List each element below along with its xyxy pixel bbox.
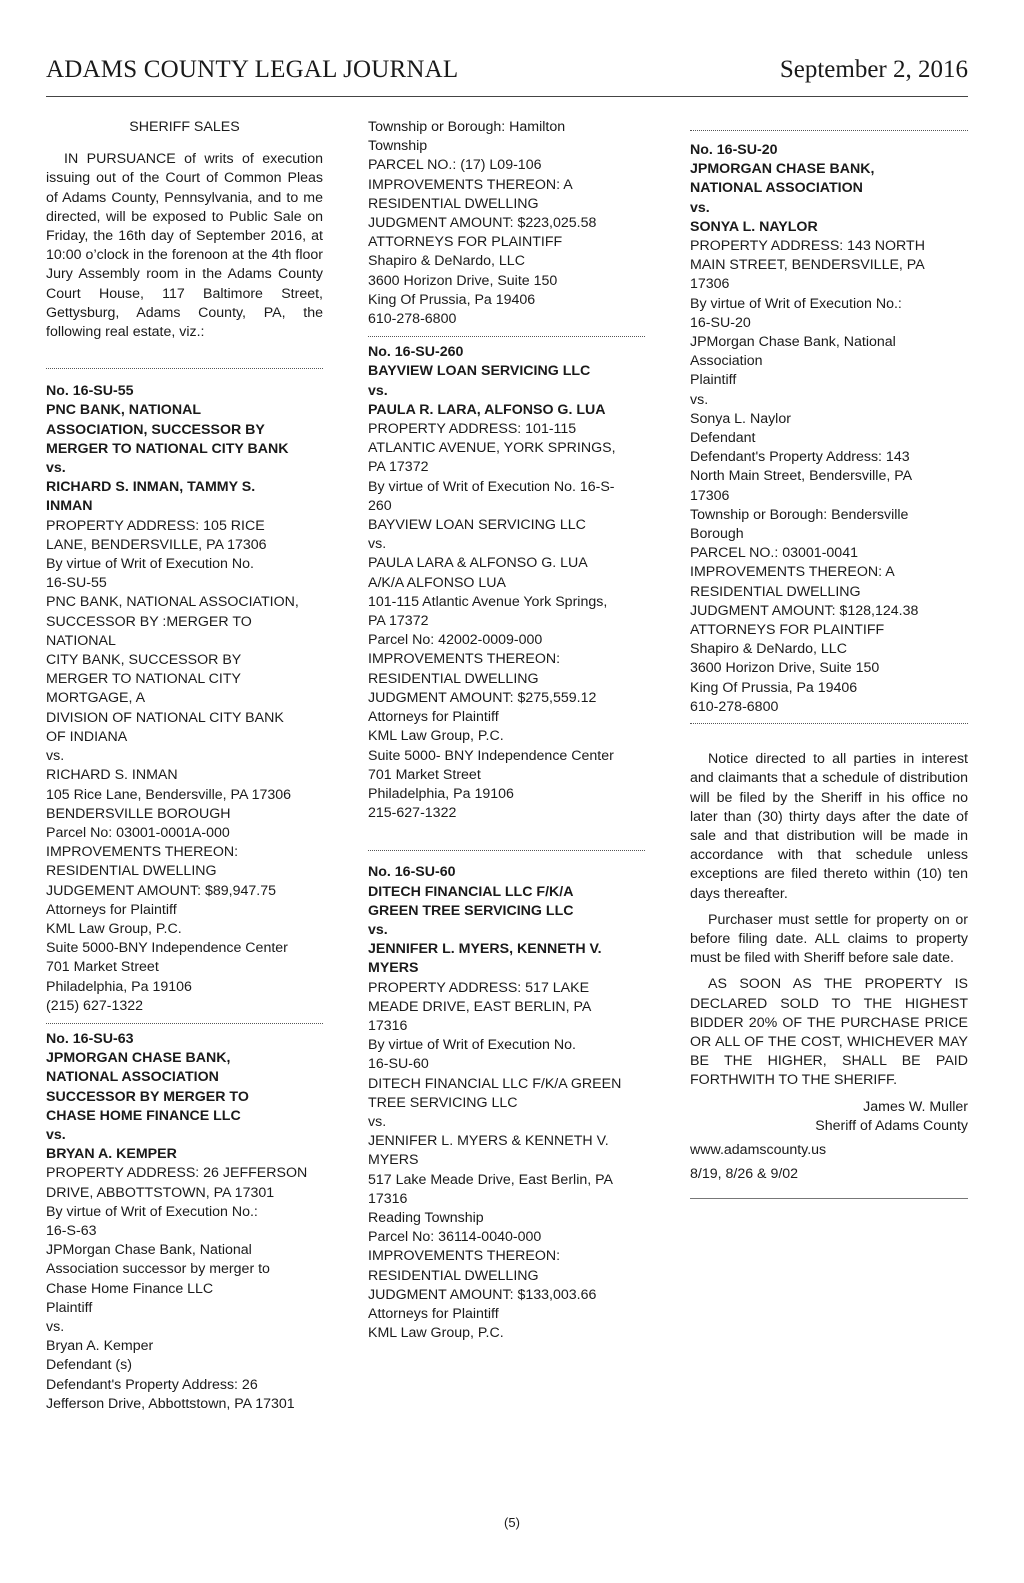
end-rule	[690, 1198, 968, 1199]
text-line: JENNIFER L. MYERS, KENNETH V.	[368, 941, 602, 958]
text-line: King Of Prussia, Pa 19406	[690, 679, 858, 696]
text-line: RESIDENTIAL DWELLING	[368, 670, 539, 687]
text-line: PROPERTY ADDRESS: 101-115	[368, 421, 577, 438]
case-number: No. 16-SU-60	[368, 864, 456, 881]
text-line: DRIVE, ABBOTTSTOWN, PA 17301	[46, 1184, 275, 1201]
plaintiff-name	[368, 362, 645, 381]
text-line: By virtue of Writ of Execution No.:	[46, 1203, 258, 1220]
text-line: 17316	[368, 1017, 408, 1034]
text-line: LANE, BENDERSVILLE, PA 17306	[46, 536, 267, 553]
text-line: MERGER TO NATIONAL CITY	[46, 671, 241, 688]
text-line: INMAN	[46, 498, 93, 515]
text-line: vs.	[368, 536, 387, 553]
text-line: Philadelphia, Pa 19106	[46, 978, 192, 995]
intro-paragraph: IN PURSUANCE of writs of execution issuing out of the Court of Common Pleas of Adams County, Pennsylvania, and to me directed, will be exposed to Public Sale on Friday, the 16th day of September 2016, at 10:00 o’clock in the forenoon at the 4th floor Jury Assembly room in the Adams County Court House, 117 Baltimore Street, Gettysburg, Adams County, PA, the following real estate, viz.:	[46, 151, 323, 341]
text-line: By virtue of Writ of Execution No.	[368, 1037, 576, 1054]
text-line: IMPROVEMENTS THEREON:	[46, 844, 239, 861]
text-line: JUDGMENT AMOUNT: $133,003.66	[368, 1286, 597, 1303]
text-line: RESIDENTIAL DWELLING	[690, 583, 861, 600]
text-line: 17306	[690, 487, 730, 504]
column-1	[46, 118, 323, 1414]
issue-date: September 2, 2016	[779, 56, 968, 83]
text-line: NATIONAL ASSOCIATION	[690, 180, 863, 197]
journal-title: ADAMS COUNTY LEGAL JOURNAL	[46, 56, 459, 83]
text-line: MEADE DRIVE, EAST BERLIN, PA	[368, 998, 592, 1015]
vs-label: vs.	[46, 460, 66, 477]
text-line: RICHARD S. INMAN	[46, 767, 178, 784]
text-line: Shapiro & DeNardo, LLC	[368, 253, 525, 270]
text-line: Attorneys for Plaintiff	[46, 901, 177, 918]
case-number: No. 16-SU-260	[368, 344, 464, 361]
case-number: No. 16-SU-63	[46, 1030, 134, 1047]
text-line: ASSOCIATION, SUCCESSOR BY	[46, 421, 265, 438]
text-line: Borough	[690, 526, 744, 543]
text-line: JUDGMENT AMOUNT: $128,124.38	[690, 602, 919, 619]
text-line: Defendant	[690, 430, 756, 447]
text-line: JPMORGAN CHASE BANK,	[690, 161, 875, 178]
text-line: MYERS	[368, 960, 419, 977]
text-line: Suite 5000- BNY Independence Center	[368, 747, 614, 764]
text-line: GREEN TREE SERVICING LLC	[368, 902, 574, 919]
text-line: MORTGAGE, A	[46, 690, 146, 707]
text-line: RESIDENTIAL DWELLING	[46, 863, 217, 880]
text-line: PROPERTY ADDRESS: 105 RICE	[46, 517, 265, 534]
text-line: BRYAN A. KEMPER	[46, 1146, 177, 1163]
signer-name: James W. Muller	[863, 1098, 968, 1115]
text-line: TREE SERVICING LLC	[368, 1094, 518, 1111]
text-line: PARCEL NO.: 03001-0041	[690, 545, 858, 562]
text-line: Shapiro & DeNardo, LLC	[690, 641, 847, 658]
text-line: MAIN STREET, BENDERSVILLE, PA	[690, 257, 925, 274]
text-line: Parcel No: 42002-0009-000	[368, 632, 543, 649]
text-line: OF INDIANA	[46, 728, 128, 745]
text-line: Township or Borough: Bendersville	[690, 506, 909, 523]
text-line: PROPERTY ADDRESS: 26 JEFFERSON	[46, 1165, 308, 1182]
text-line: MERGER TO NATIONAL CITY BANK	[46, 440, 289, 457]
text-line: Suite 5000-BNY Independence Center	[46, 940, 288, 957]
case-16-su-60	[368, 863, 645, 1343]
case-16-su-55	[46, 382, 323, 1016]
text-line: vs.	[46, 748, 65, 765]
text-line: JPMORGAN CHASE BANK,	[46, 1050, 231, 1067]
text-line: RESIDENTIAL DWELLING	[368, 1267, 539, 1284]
text-line: 101-115 Atlantic Avenue York Springs,	[368, 593, 608, 610]
text-line: BAYVIEW LOAN SERVICING LLC	[368, 517, 586, 534]
text-line: SONYA L. NAYLOR	[690, 218, 818, 235]
page-header	[46, 56, 968, 97]
text-line: PNC BANK, NATIONAL ASSOCIATION,	[46, 594, 299, 611]
text-line: A/K/A ALFONSO LUA	[368, 574, 506, 591]
text-line: 16-S-63	[46, 1222, 97, 1239]
defendant-name	[46, 478, 323, 516]
text-line: vs.	[690, 391, 709, 408]
text-line: JPMorgan Chase Bank, National	[690, 334, 896, 351]
text-line: 3600 Horizon Drive, Suite 150	[368, 272, 558, 289]
text-line: Parcel No: 03001-0001A-000	[46, 824, 230, 841]
column-3	[690, 118, 968, 1199]
text-line: Township or Borough: Hamilton	[368, 119, 566, 135]
text-line: vs.	[368, 1113, 387, 1130]
text-line: PARCEL NO.: (17) L09-106	[368, 157, 542, 174]
case-number: No. 16-SU-55	[46, 383, 134, 400]
case-details	[690, 237, 968, 717]
case-16-su-63	[46, 1030, 323, 1414]
text-line: 17316	[368, 1190, 408, 1207]
text-line: 701 Market Street	[46, 959, 159, 976]
text-line: Township	[368, 138, 428, 155]
text-line: IMPROVEMENTS THEREON: A	[690, 564, 895, 581]
text-line: 17306	[690, 276, 730, 293]
text-line: DIVISION OF NATIONAL CITY BANK	[46, 709, 284, 726]
text-line: Philadelphia, Pa 19106	[368, 785, 514, 802]
text-line: CHASE HOME FINANCE LLC	[46, 1107, 241, 1124]
column-2	[368, 118, 645, 1343]
text-line: BAYVIEW LOAN SERVICING LLC	[368, 363, 591, 380]
text-line: Attorneys for Plaintiff	[368, 709, 499, 726]
text-line: PA 17372	[368, 613, 429, 630]
text-line: NATIONAL	[46, 632, 116, 649]
text-line: KML Law Group, P.C.	[368, 728, 504, 745]
text-line: Chase Home Finance LLC	[46, 1280, 214, 1297]
text-line: ATLANTIC AVENUE, YORK SPRINGS,	[368, 440, 616, 457]
case-details	[368, 420, 645, 823]
text-line: King Of Prussia, Pa 19406	[368, 291, 536, 308]
text-line: 610-278-6800	[368, 311, 457, 328]
vs-label: vs.	[368, 921, 388, 938]
text-line: 16-SU-60	[368, 1056, 429, 1073]
page-number: (5)	[504, 1515, 520, 1530]
text-line: ATTORNEYS FOR PLAINTIFF	[368, 234, 563, 251]
text-line: PROPERTY ADDRESS: 143 NORTH	[690, 238, 925, 255]
text-line: By virtue of Writ of Execution No.	[46, 556, 254, 573]
text-line: Parcel No: 36114-0040-000	[368, 1229, 542, 1246]
text-line: Defendant's Property Address: 143	[690, 449, 910, 466]
text-line: ATTORNEYS FOR PLAINTIFF	[690, 622, 885, 639]
case-16-su-260	[368, 343, 645, 823]
case-details	[46, 1164, 323, 1414]
text-line: 610-278-6800	[690, 698, 779, 715]
payment-notice: AS SOON AS THE PROPERTY IS DECLARED SOLD TO THE HIGHEST BIDDER 20% OF THE PURCHASE PRICE OR ALL OF THE COST, WHICHEVER MAY BE THE HIGHER, SHALL BE PAID FORTHWITH TO THE SHERIFF.	[690, 976, 968, 1089]
text-line: Defendant's Property Address: 26	[46, 1376, 258, 1393]
text-line: Attorneys for Plaintiff	[368, 1305, 499, 1322]
text-line: 105 Rice Lane, Bendersville, PA 17306	[46, 786, 292, 803]
text-line: CITY BANK, SUCCESSOR BY	[46, 652, 242, 669]
text-line: PA 17372	[368, 459, 429, 476]
case-16-su-20	[690, 141, 968, 717]
text-line: KML Law Group, P.C.	[368, 1325, 504, 1342]
text-line: vs.	[46, 1318, 65, 1335]
text-line: By virtue of Writ of Execution No.:	[690, 295, 902, 312]
text-line: NATIONAL ASSOCIATION	[46, 1069, 219, 1086]
text-line: 701 Market Street	[368, 766, 481, 783]
text-line: Defendant (s)	[46, 1357, 132, 1374]
text-line: Association successor by merger to	[46, 1261, 270, 1278]
website-link[interactable]: www.adamscounty.us	[690, 1141, 827, 1158]
text-line: JENNIFER L. MYERS & KENNETH V.	[368, 1133, 609, 1150]
text-line: BENDERSVILLE BOROUGH	[46, 805, 231, 822]
purchaser-notice: Purchaser must settle for property on or before filing date. ALL claims to property must be filed with Sheriff before sale date.	[690, 911, 968, 967]
text-line: 215-627-1322	[368, 805, 457, 822]
plaintiff-name	[690, 160, 968, 198]
text-line: 16-SU-55	[46, 575, 107, 592]
defendant-name	[368, 401, 645, 420]
publication-dates: 8/19, 8/26 & 9/02	[690, 1166, 799, 1183]
text-line: (215) 627-1322	[46, 997, 144, 1014]
defendant-name	[690, 218, 968, 237]
text-line: By virtue of Writ of Execution No. 16-S-	[368, 478, 615, 495]
text-line: KML Law Group, P.C.	[46, 920, 182, 937]
text-line: Plaintiff	[690, 372, 737, 389]
text-line: JUDGEMENT AMOUNT: $89,947.75	[46, 882, 276, 899]
plaintiff-name	[46, 401, 323, 459]
distribution-notice: Notice directed to all parties in interest and claimants that a schedule of distribution will be filed by the Sheriff in his office no later than (30) thirty days after the date of sale and that distribution will be made in accordance with that schedule unless exceptions are filed thereto within (10) ten days thereafter.	[690, 751, 968, 902]
text-line: MYERS	[368, 1152, 419, 1169]
text-line: PAULA R. LARA, ALFONSO G. LUA	[368, 401, 606, 418]
case-details	[46, 517, 323, 1016]
text-line: 3600 Horizon Drive, Suite 150	[690, 660, 880, 677]
text-line: RICHARD S. INMAN, TAMMY S.	[46, 479, 256, 496]
text-line: RESIDENTIAL DWELLING	[368, 195, 539, 212]
section-title: SHERIFF SALES	[129, 119, 240, 135]
signer-title: Sheriff of Adams County	[815, 1117, 968, 1134]
text-line: Association	[690, 353, 763, 370]
case-details	[368, 979, 645, 1344]
text-line: JPMorgan Chase Bank, National	[46, 1242, 252, 1259]
plaintiff-name	[368, 883, 645, 921]
text-line: DITECH FINANCIAL LLC F/K/A GREEN	[368, 1075, 622, 1092]
text-line: 16-SU-20	[690, 314, 751, 331]
text-line: Bryan A. Kemper	[46, 1338, 154, 1355]
case-number: No. 16-SU-20	[690, 142, 778, 158]
text-line: JUDGMENT AMOUNT: $223,025.58	[368, 215, 597, 232]
text-line: Sonya L. Naylor	[690, 410, 791, 427]
text-line: DITECH FINANCIAL LLC F/K/A	[368, 883, 574, 900]
continued-case-details	[368, 118, 645, 329]
text-line: IMPROVEMENTS THEREON: A	[368, 176, 573, 193]
text-line: PNC BANK, NATIONAL	[46, 402, 202, 419]
text-line: SUCCESSOR BY :MERGER TO	[46, 613, 252, 630]
text-line: IMPROVEMENTS THEREON:	[368, 651, 561, 668]
text-line: 517 Lake Meade Drive, East Berlin, PA	[368, 1171, 613, 1188]
vs-label: vs.	[368, 382, 388, 399]
text-line: IMPROVEMENTS THEREON:	[368, 1248, 561, 1265]
plaintiff-name	[46, 1049, 323, 1126]
text-line: JUDGMENT AMOUNT: $275,559.12	[368, 689, 597, 706]
vs-label: vs.	[690, 199, 710, 216]
defendant-name	[368, 940, 645, 978]
text-line: North Main Street, Bendersville, PA	[690, 468, 913, 485]
text-line: SUCCESSOR BY MERGER TO	[46, 1088, 249, 1105]
text-line: Plaintiff	[46, 1299, 93, 1316]
text-line: PAULA LARA & ALFONSO G. LUA	[368, 555, 588, 572]
text-line: Jefferson Drive, Abbottstown, PA 17301	[46, 1395, 295, 1412]
text-line: Reading Township	[368, 1209, 484, 1226]
vs-label: vs.	[46, 1126, 66, 1143]
text-line: 260	[368, 497, 392, 514]
defendant-name	[46, 1145, 323, 1164]
text-line: PROPERTY ADDRESS: 517 LAKE	[368, 979, 590, 996]
